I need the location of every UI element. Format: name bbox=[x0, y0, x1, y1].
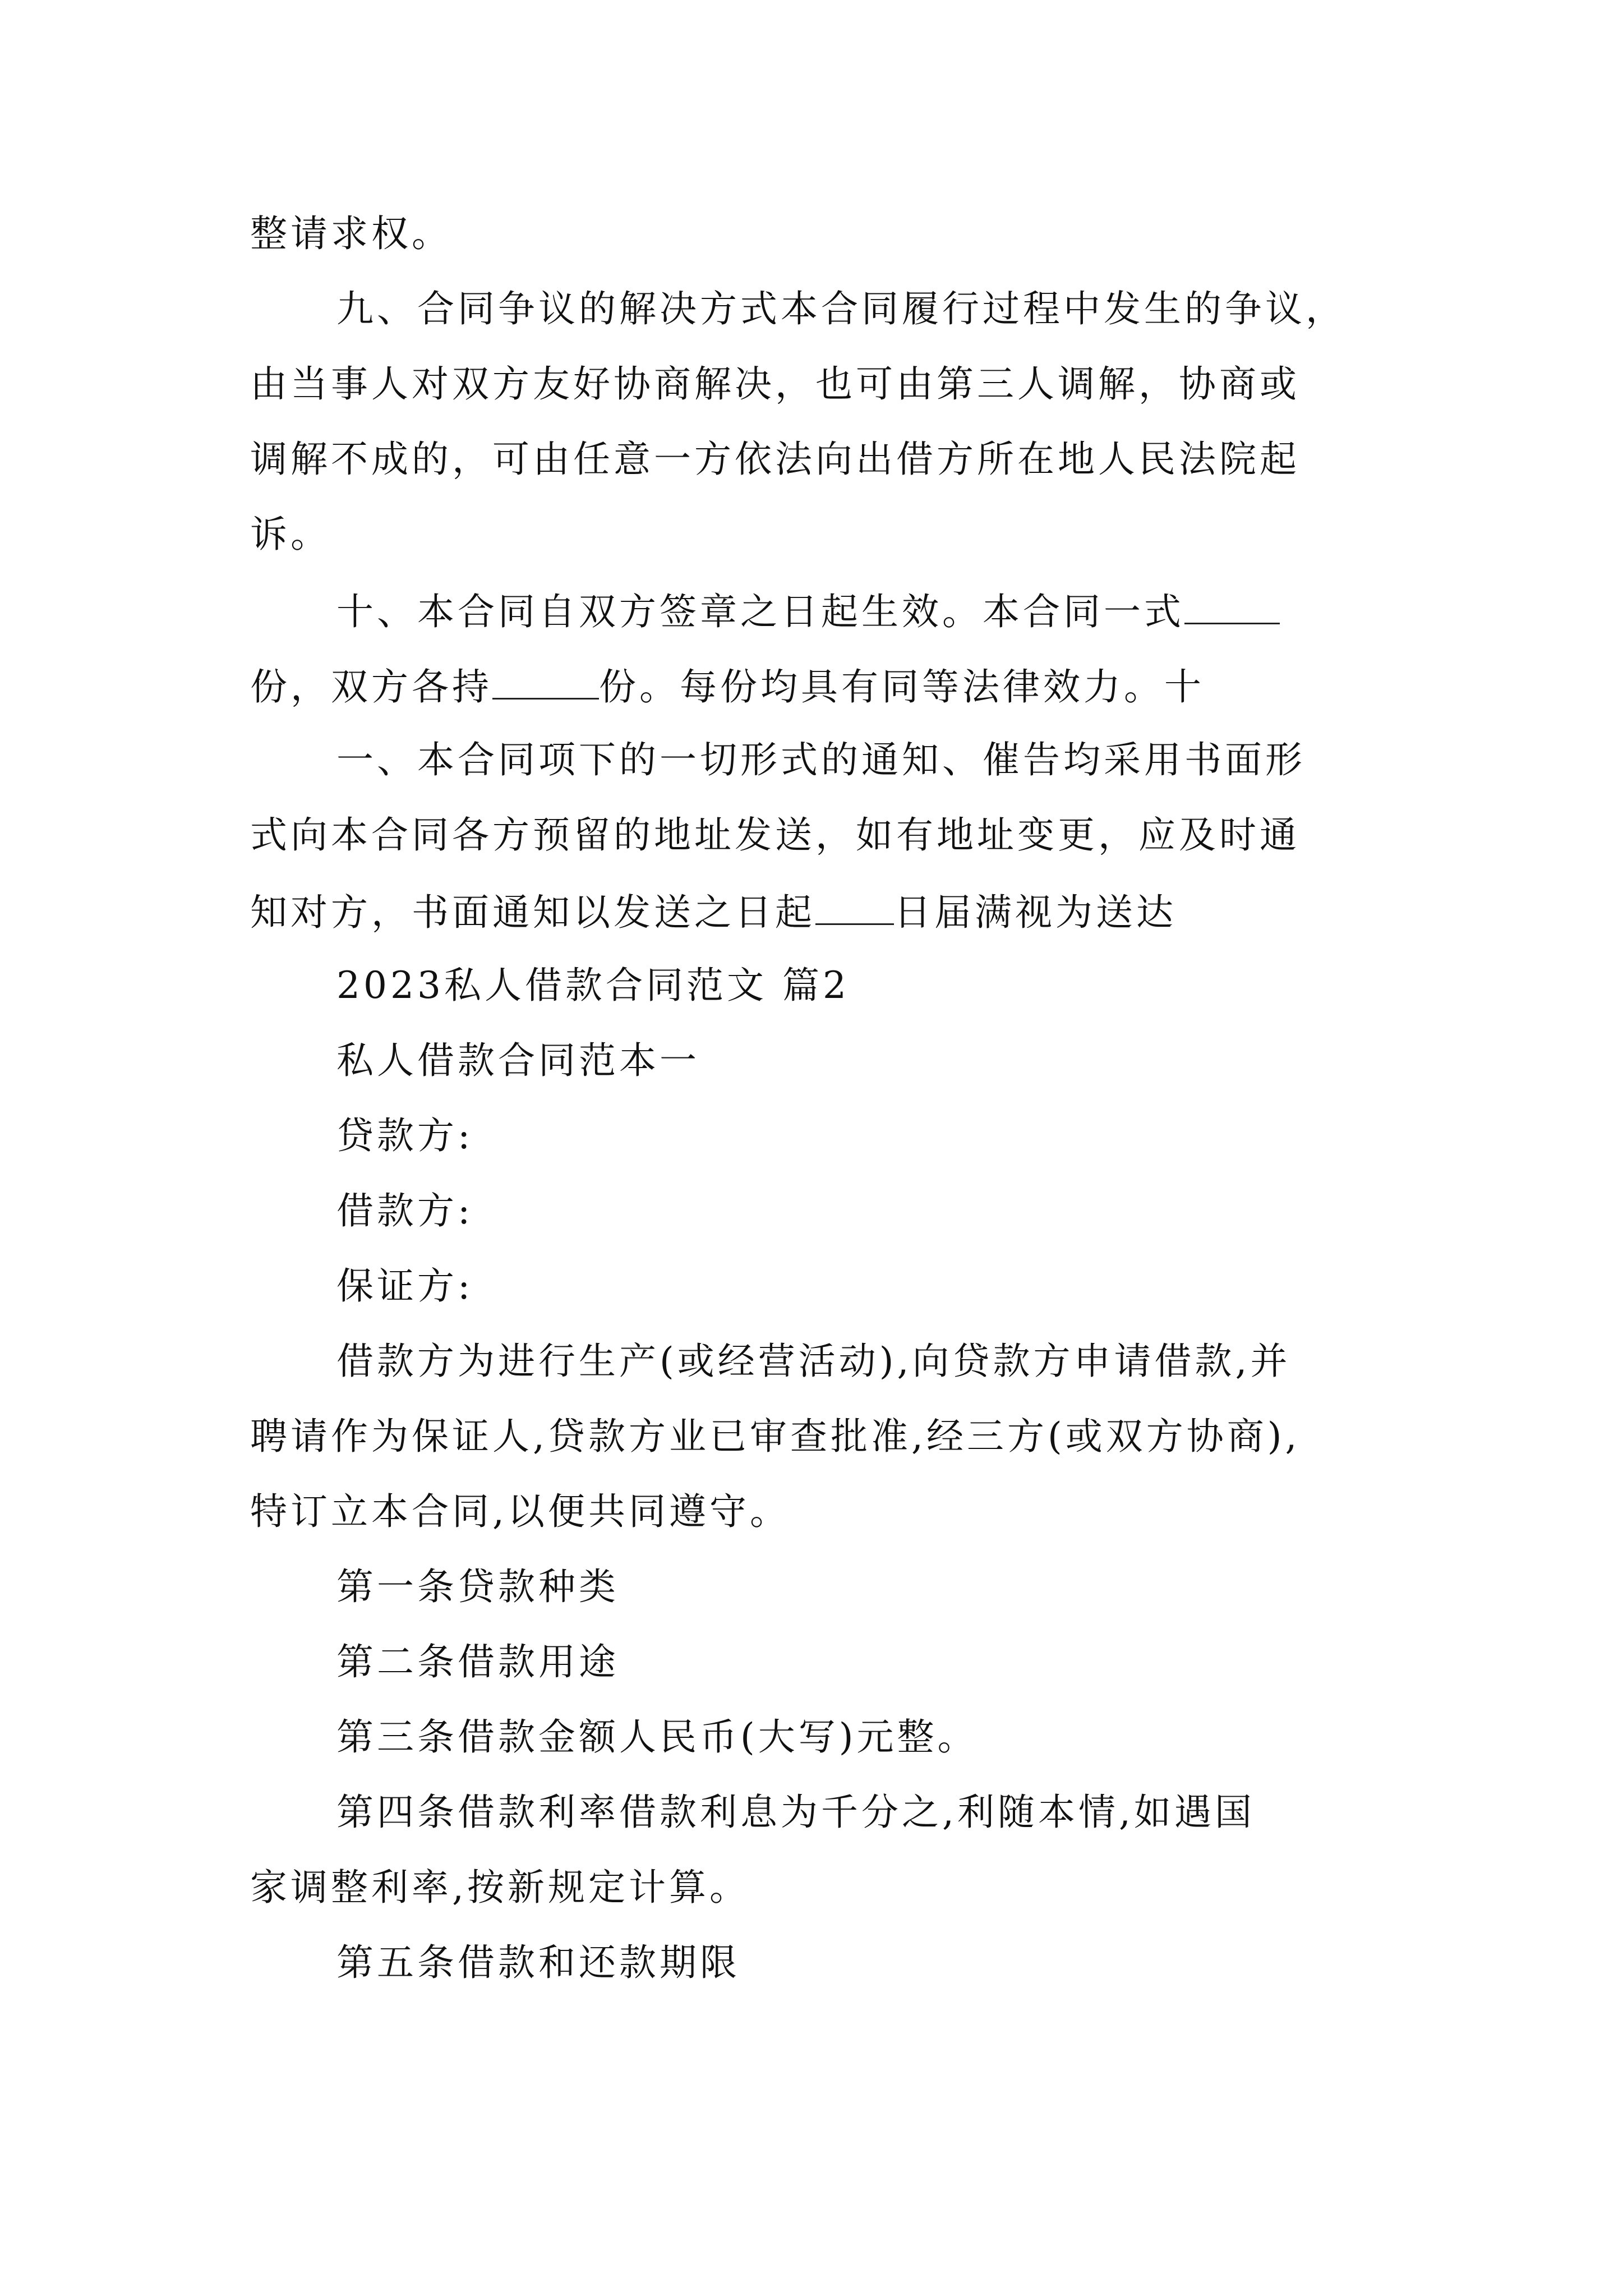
fill-in-blank bbox=[1184, 591, 1280, 624]
section-heading bbox=[336, 964, 850, 1007]
paragraph-line bbox=[250, 513, 331, 556]
line-text: 第一条贷款种类 bbox=[336, 1565, 619, 1608]
line-text: 2023私人借款合同范文 篇2 bbox=[336, 964, 850, 1007]
paragraph-line bbox=[336, 1114, 474, 1157]
line-text: 日届满视为送达 bbox=[894, 891, 1177, 934]
line-text: 由当事人对双方友好协商解决，也可由第三人调解，协商或 bbox=[250, 362, 1300, 406]
paragraph-line bbox=[336, 1941, 740, 1984]
line-text: 私人借款合同范本一 bbox=[336, 1039, 700, 1082]
paragraph-line bbox=[336, 1640, 619, 1683]
paragraph-line bbox=[250, 212, 452, 255]
line-text: 诉。 bbox=[250, 513, 331, 556]
paragraph-line bbox=[336, 591, 1280, 631]
paragraph-line bbox=[250, 666, 1205, 706]
line-text: 份。每份均具有同等法律效力。十 bbox=[599, 665, 1205, 708]
paragraph-line bbox=[336, 1565, 619, 1608]
line-text: 份，双方各持 bbox=[250, 665, 492, 708]
line-text: 保证方: bbox=[336, 1264, 474, 1308]
paragraph-line bbox=[336, 1791, 1255, 1834]
paragraph-line bbox=[250, 1866, 750, 1909]
line-text: 一、本合同项下的一切形式的通知、催告均采用书面形 bbox=[336, 738, 1306, 781]
paragraph-line bbox=[250, 891, 1177, 934]
fill-in-blank bbox=[492, 666, 599, 700]
paragraph-line bbox=[336, 1039, 700, 1082]
line-text: 聘请作为保证人,贷款方业已审查批准,经三方(或双方协商), bbox=[250, 1415, 1301, 1458]
paragraph-line bbox=[250, 438, 1300, 481]
line-text: 式向本合同各方预留的地址发送，如有地址变更，应及时通 bbox=[250, 813, 1300, 857]
line-text: 整请求权。 bbox=[250, 212, 452, 255]
paragraph-line bbox=[250, 1490, 790, 1533]
paragraph-line bbox=[336, 1264, 474, 1308]
paragraph-line bbox=[336, 738, 1306, 781]
paragraph-line bbox=[250, 813, 1300, 857]
line-text: 九、合同争议的解决方式本合同履行过程中发生的争议， bbox=[336, 287, 1346, 330]
line-text: 借款方为进行生产(或经营活动),向贷款方申请借款,并 bbox=[336, 1340, 1291, 1383]
line-text: 调解不成的，可由任意一方依法向出借方所在地人民法院起 bbox=[250, 438, 1300, 481]
line-text: 贷款方: bbox=[336, 1114, 474, 1157]
line-text: 第二条借款用途 bbox=[336, 1640, 619, 1683]
line-text: 知对方，书面通知以发送之日起 bbox=[250, 891, 815, 934]
line-text: 借款方: bbox=[336, 1189, 474, 1232]
line-text: 特订立本合同,以便共同遵守。 bbox=[250, 1490, 790, 1533]
fill-in-blank bbox=[815, 892, 894, 925]
line-text: 第五条借款和还款期限 bbox=[336, 1941, 740, 1984]
paragraph-line bbox=[336, 1340, 1291, 1383]
paragraph-line bbox=[250, 1415, 1301, 1458]
line-text: 家调整利率,按新规定计算。 bbox=[250, 1866, 750, 1909]
paragraph-line bbox=[250, 362, 1300, 406]
line-text: 第三条借款金额人民币(大写)元整。 bbox=[336, 1715, 978, 1759]
line-text: 十、本合同自双方签章之日起生效。本合同一式 bbox=[336, 590, 1184, 633]
paragraph-line bbox=[336, 1715, 978, 1759]
line-text: 第四条借款利率借款利息为千分之,利随本情,如遇国 bbox=[336, 1791, 1255, 1834]
paragraph-line bbox=[336, 1189, 474, 1232]
paragraph-line bbox=[336, 287, 1346, 330]
